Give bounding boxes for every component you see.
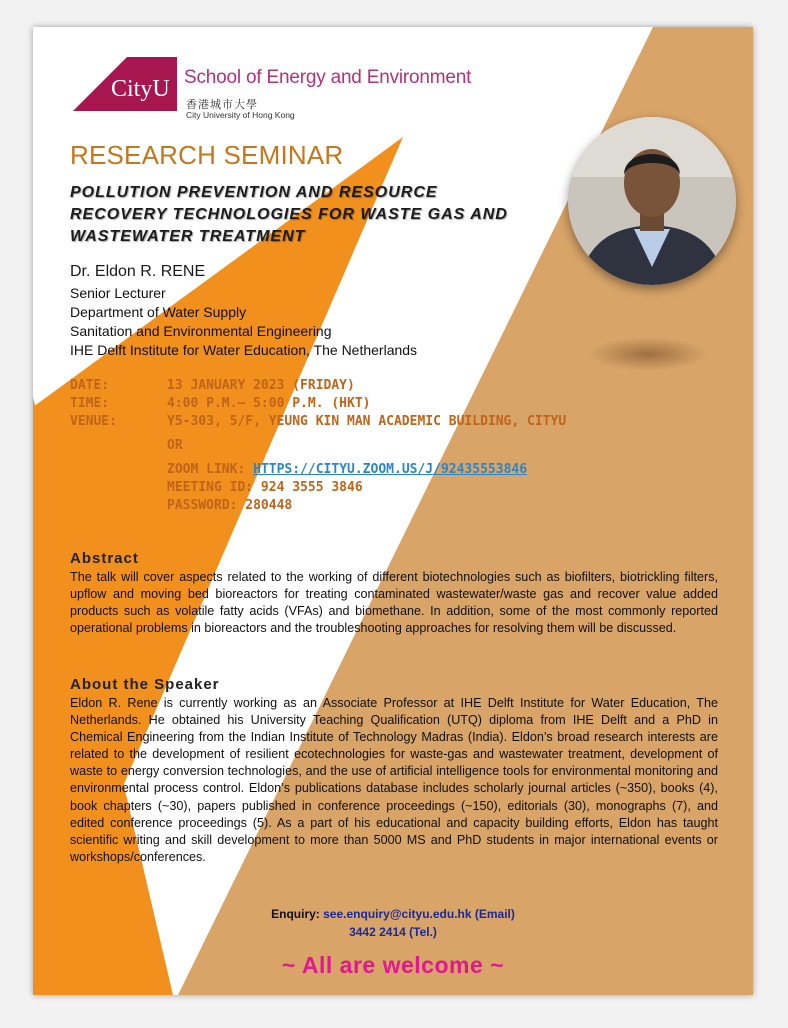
- university-english-name: City University of Hong Kong: [186, 110, 295, 120]
- about-speaker-text: Eldon R. Rene is currently working as an Associate Professor at IHE Delft Institute for Water Education, The Netherlands. He obtained his University Teaching Qualification (UTQ) diploma from IHE Delft and a PhD in Chemical Engineering from the Indian Institute of Technology Madras (India). Eldon’s broad research interests are related to the development of resilient ecotechnologies for waste-gas and wastewater treatment, development of waste to energy conversion technologies, and the use of artificial intelligence tools for environmental monitoring and environmental process control. Eldon’s publications database includes scholarly journal articles (~350), books (4), book chapters (~30), papers published in conference proceedings (~150), editorials (30), monographs (7), and edited conference proceedings (5). As a part of his educational and capacity building efforts, Eldon has taught scientific writing and skill development to more than 5000 MS and PhD students in major international events or workshops/conferences.: [70, 696, 718, 864]
- welcome-message: ~ All are welcome ~: [281, 952, 505, 978]
- speaker-institute: IHE Delft Institute for Water Education, The Netherlands: [70, 342, 418, 358]
- zoom-label: ZOOM LINK:: [167, 462, 246, 477]
- about-speaker-heading: About the Speaker: [70, 676, 220, 693]
- abstract-heading: Abstract: [70, 550, 139, 567]
- venue-label: VENUE:: [70, 414, 117, 429]
- title-line: RECOVERY TECHNOLOGIES FOR WASTE GAS AND: [70, 206, 508, 223]
- zoom-line: [167, 462, 527, 477]
- enquiry-phone: 3442 2414 (Tel.): [349, 925, 437, 939]
- meeting-password: PASSWORD: 280448: [167, 498, 293, 513]
- photo-shadow: [588, 337, 708, 371]
- seminar-title: [70, 182, 550, 248]
- university-chinese-name: 香港城市大學: [186, 99, 258, 111]
- event-type-heading: RESEARCH SEMINAR: [70, 140, 344, 170]
- venue-value: Y5-303, 5/F, YEUNG KIN MAN ACADEMIC BUILDING, CITYU: [167, 414, 567, 429]
- speaker-photo: [568, 117, 736, 285]
- date-label: DATE:: [70, 378, 110, 393]
- zoom-link[interactable]: HTTPS://CITYU.ZOOM.US/J/92435553846: [253, 462, 528, 477]
- speaker-division: Sanitation and Environmental Engineering: [70, 323, 332, 339]
- meeting-id: MEETING ID: 924 3555 3846: [167, 480, 363, 495]
- seminar-poster: [33, 27, 753, 995]
- title-line: WASTEWATER TREATMENT: [70, 228, 306, 245]
- abstract-text: The talk will cover aspects related to the working of different biotechnologies such as biofilters, biotrickling filters, upflow and moving bed bioreactors for treating contaminated wastewater/waste gas and recover value added products such as volatile fatty acids (VFAs) and biomethane. In addition, some of the most commonly reported operational problems in bioreactors and the troubleshooting approaches for resolving them will be discussed.: [70, 570, 718, 636]
- time-value: 4:00 P.M.– 5:00 P.M. (HKT): [167, 396, 371, 411]
- speaker-position: Senior Lecturer: [70, 285, 166, 301]
- date-value: 13 JANUARY 2023 (FRIDAY): [167, 378, 355, 393]
- title-line: POLLUTION PREVENTION AND RESOURCE: [70, 184, 438, 201]
- svg-text:CityU: CityU: [111, 76, 170, 102]
- enquiry-line: [33, 907, 753, 921]
- speaker-department: Department of Water Supply: [70, 304, 247, 320]
- time-label: TIME:: [70, 396, 110, 411]
- enquiry-email[interactable]: see.enquiry@cityu.edu.hk (Email): [323, 907, 515, 921]
- school-name: School of Energy and Environment: [184, 67, 472, 88]
- speaker-name: Dr. Eldon R. RENE: [70, 263, 206, 280]
- enquiry-label: Enquiry:: [271, 907, 320, 921]
- or-separator: OR: [167, 438, 183, 453]
